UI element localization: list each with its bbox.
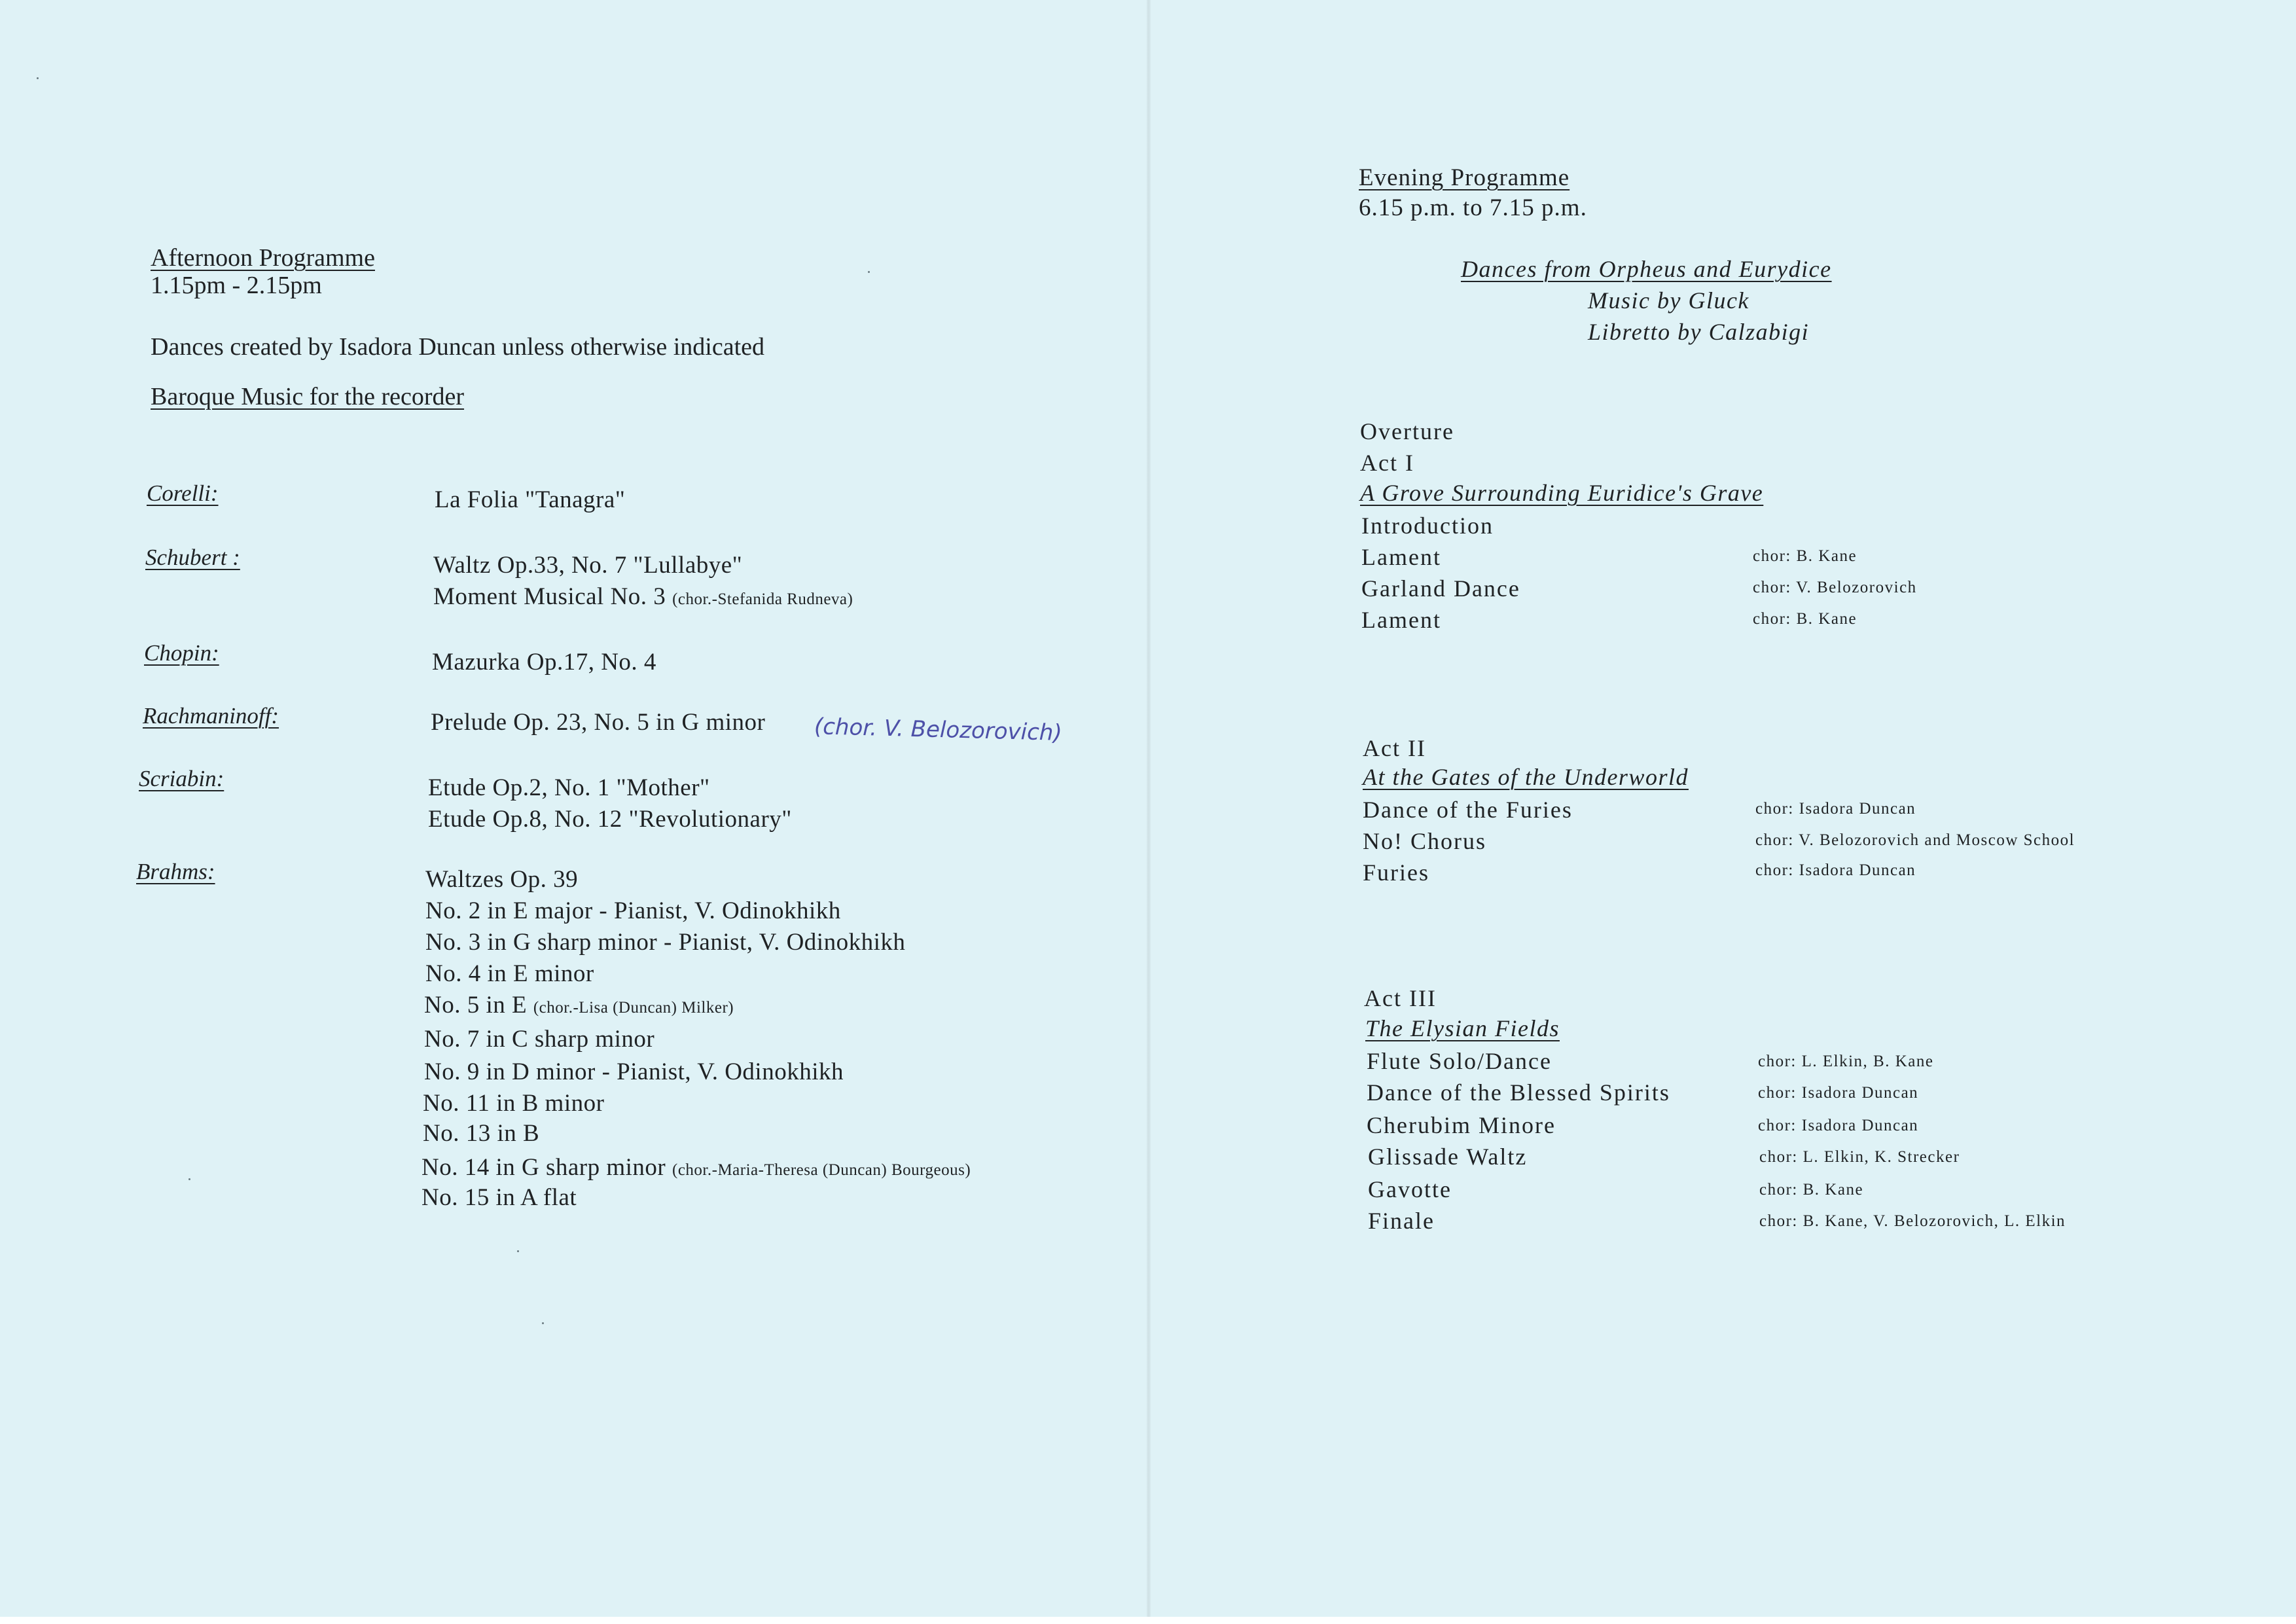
act2-item: No! Chorus: [1363, 828, 1486, 854]
composer-brahms: Brahms:: [136, 859, 215, 884]
composer-chopin: Chopin:: [144, 640, 219, 666]
act1-item: Garland Dance: [1361, 575, 1520, 602]
brahms-item: [422, 1153, 971, 1182]
act2-item: Dance of the Furies: [1363, 797, 1573, 823]
act3-item-chor: chor: B. Kane, V. Belozorovich, L. Elkin: [1759, 1212, 2066, 1230]
paper-speck: [188, 1178, 190, 1180]
act2-item-chor: chor: V. Belozorovich and Moscow School: [1755, 831, 2075, 849]
brahms-item: No. 13 in B: [423, 1120, 540, 1147]
act2-item-chor: chor: Isadora Duncan: [1755, 800, 1916, 818]
piece-schubert-2: [433, 583, 853, 611]
act2-item: Furies: [1363, 859, 1429, 886]
act1-item-chor: chor: B. Kane: [1753, 547, 1857, 565]
brahms-item-chor: (chor.-Lisa (Duncan) Milker): [533, 999, 734, 1017]
composer-scriabin: Scriabin:: [139, 766, 224, 791]
paper-speck: [517, 1250, 519, 1252]
brahms-item: [424, 991, 734, 1019]
act3-item-chor: chor: Isadora Duncan: [1758, 1084, 1919, 1102]
act3-item-chor: chor: L. Elkin, K. Strecker: [1759, 1148, 1960, 1166]
act3-item-chor: chor: B. Kane: [1759, 1181, 1864, 1199]
act3-label: Act III: [1364, 985, 1437, 1011]
work-libretto: Libretto by Calzabigi: [1588, 319, 1810, 345]
act2-scene: At the Gates of the Underworld: [1363, 764, 1689, 790]
brahms-item: No. 4 in E minor: [425, 960, 594, 987]
afternoon-time: 1.15pm - 2.15pm: [151, 272, 322, 299]
brahms-item: No. 2 in E major - Pianist, V. Odinokhikh: [425, 897, 841, 924]
act3-item: Glissade Waltz: [1368, 1144, 1528, 1170]
act1-item: Lament: [1361, 607, 1441, 633]
brahms-item: No. 3 in G sharp minor - Pianist, V. Odinokhikh: [425, 929, 906, 956]
act3-item-chor: chor: Isadora Duncan: [1758, 1117, 1919, 1134]
piece-rachmaninoff: Prelude Op. 23, No. 5 in G minor: [431, 709, 766, 736]
work-title: Dances from Orpheus and Eurydice: [1461, 256, 1832, 282]
brahms-header: Waltzes Op. 39: [425, 866, 579, 893]
act2-label: Act II: [1363, 735, 1426, 761]
act3-item: Flute Solo/Dance: [1367, 1048, 1552, 1074]
piece-corelli: La Folia "Tanagra": [435, 486, 626, 513]
brahms-item: No. 15 in A flat: [422, 1184, 577, 1211]
act3-item-chor: chor: L. Elkin, B. Kane: [1758, 1053, 1934, 1070]
act1-scene: A Grove Surrounding Euridice's Grave: [1360, 480, 1764, 506]
piece-schubert-2-chor: (chor.-Stefanida Rudneva): [672, 590, 853, 608]
act3-item: Gavotte: [1368, 1176, 1452, 1202]
brahms-item: No. 11 in B minor: [423, 1090, 605, 1117]
brahms-item-title: No. 5 in E: [424, 992, 528, 1019]
afternoon-subtitle: Baroque Music for the recorder: [151, 383, 465, 410]
act1-label: Act I: [1360, 450, 1414, 476]
handwritten-annotation: (chor. V. Belozorovich): [814, 713, 1063, 746]
brahms-item-title: No. 14 in G sharp minor: [422, 1154, 666, 1181]
afternoon-title: Afternoon Programme: [151, 244, 375, 272]
act1-item-chor: chor: V. Belozorovich: [1753, 579, 1917, 596]
piece-scriabin-1: Etude Op.2, No. 1 "Mother": [428, 774, 710, 801]
center-fold: [1147, 0, 1151, 1617]
piece-schubert-1: Waltz Op.33, No. 7 "Lullabye": [433, 552, 743, 579]
act3-item: Finale: [1368, 1208, 1435, 1234]
overture: Overture: [1360, 418, 1454, 444]
composer-rachmaninoff: Rachmaninoff:: [143, 703, 279, 729]
afternoon-note: Dances created by Isadora Duncan unless otherwise indicated: [151, 333, 765, 361]
piece-scriabin-2: Etude Op.8, No. 12 "Revolutionary": [428, 806, 792, 833]
brahms-item: No. 9 in D minor - Pianist, V. Odinokhikh: [424, 1058, 844, 1085]
evening-time: 6.15 p.m. to 7.15 p.m.: [1359, 194, 1587, 221]
act2-item-chor: chor: Isadora Duncan: [1755, 861, 1916, 879]
act3-item: Cherubim Minore: [1367, 1112, 1556, 1138]
composer-corelli: Corelli:: [147, 480, 219, 506]
act1-item: Lament: [1361, 544, 1441, 570]
evening-title: Evening Programme: [1359, 164, 1570, 191]
piece-schubert-2-title: Moment Musical No. 3: [433, 583, 666, 610]
work-music: Music by Gluck: [1588, 287, 1749, 314]
composer-schubert: Schubert :: [145, 545, 240, 570]
brahms-item-chor: (chor.-Maria-Theresa (Duncan) Bourgeous): [672, 1161, 971, 1179]
act3-item: Dance of the Blessed Spirits: [1367, 1079, 1670, 1106]
brahms-item: No. 7 in C sharp minor: [424, 1026, 655, 1053]
paper-speck: [37, 77, 39, 79]
act1-item: Introduction: [1361, 513, 1494, 539]
act1-item-chor: chor: B. Kane: [1753, 610, 1857, 628]
paper-speck: [542, 1322, 544, 1324]
paper-speck: [868, 271, 870, 273]
piece-chopin: Mazurka Op.17, No. 4: [432, 649, 656, 676]
act3-scene: The Elysian Fields: [1365, 1015, 1560, 1041]
